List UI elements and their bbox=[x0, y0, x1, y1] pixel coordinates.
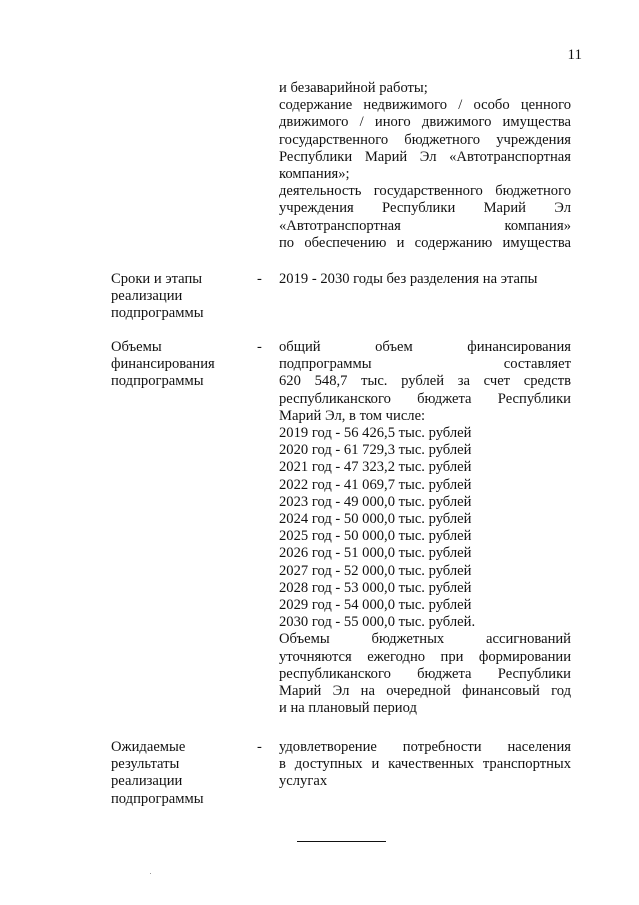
funding-year-line: 2025 год - 50 000,0 тыс. рублей bbox=[279, 528, 472, 545]
row-content-results bbox=[279, 739, 571, 791]
intro-line: по обеспечению и содержанию имущества bbox=[279, 234, 571, 251]
content-line: 2019 - 2030 годы без разделения на этапы bbox=[279, 271, 538, 287]
label-line: подпрограммы bbox=[111, 305, 204, 322]
content-line: общий объем финансирования bbox=[279, 339, 571, 355]
intro-line: движимого / иного движимого имущества bbox=[279, 114, 571, 131]
label-line: подпрограммы bbox=[111, 790, 204, 807]
label-line: результаты bbox=[111, 756, 180, 773]
label-line: подпрограммы bbox=[111, 373, 204, 390]
funding-year-line: 2022 год - 41 069,7 тыс. рублей bbox=[279, 476, 472, 493]
content-line: республиканского бюджета Республики bbox=[279, 665, 571, 682]
funding-year-line: 2030 год - 55 000,0 тыс. рублей. bbox=[279, 614, 476, 631]
funding-year-line: 2026 год - 51 000,0 тыс. рублей bbox=[279, 545, 472, 562]
scan-speck bbox=[150, 873, 151, 874]
funding-year-line: 2024 год - 50 000,0 тыс. рублей bbox=[279, 511, 472, 528]
content-line: в доступных и качественных транспортных bbox=[279, 756, 571, 773]
row-content-funding bbox=[279, 339, 571, 717]
funding-year-line: 2021 год - 47 323,2 тыс. рублей bbox=[279, 459, 472, 476]
page-number: 11 bbox=[567, 47, 582, 63]
content-line: республиканского бюджета Республики bbox=[279, 390, 571, 407]
funding-year-line: 2028 год - 53 000,0 тыс. рублей bbox=[279, 579, 472, 596]
row-label-terms bbox=[111, 271, 251, 323]
intro-line: содержание недвижимого / особо ценного bbox=[279, 97, 571, 114]
footer-divider bbox=[297, 841, 386, 842]
label-line: Сроки и этапы bbox=[111, 271, 203, 287]
label-line: Объемы bbox=[111, 339, 162, 355]
intro-text-block bbox=[279, 80, 571, 252]
funding-year-line: 2023 год - 49 000,0 тыс. рублей bbox=[279, 493, 472, 510]
label-line: финансирования bbox=[111, 356, 215, 373]
row-dash: - bbox=[257, 339, 262, 355]
content-line: уточняются ежегодно при формировании bbox=[279, 648, 571, 665]
intro-line: учреждения Республики Марий Эл bbox=[279, 200, 571, 217]
funding-year-line: 2027 год - 52 000,0 тыс. рублей bbox=[279, 562, 472, 579]
row-dash: - bbox=[257, 739, 262, 755]
content-line: Марий Эл, в том числе: bbox=[279, 407, 426, 424]
row-label-results bbox=[111, 739, 251, 808]
content-line: удовлетворение потребности населения bbox=[279, 739, 571, 755]
row-label-funding bbox=[111, 339, 251, 391]
intro-line: государственного бюджетного учреждения bbox=[279, 131, 571, 148]
row-content-terms bbox=[279, 271, 571, 288]
content-line: 620 548,7 тыс. рублей за счет средств bbox=[279, 373, 571, 390]
content-line: Марий Эл на очередной финансовый год bbox=[279, 683, 571, 700]
label-line: Ожидаемые bbox=[111, 739, 186, 755]
intro-line: Республики Марий Эл «Автотранспортная bbox=[279, 148, 571, 165]
label-line: реализации bbox=[111, 773, 183, 790]
funding-year-line: 2020 год - 61 729,3 тыс. рублей bbox=[279, 442, 472, 459]
intro-line: компания»; bbox=[279, 166, 350, 183]
intro-line: деятельность государственного бюджетного bbox=[279, 183, 571, 200]
content-line: и на плановый период bbox=[279, 700, 417, 717]
funding-year-line: 2019 год - 56 426,5 тыс. рублей bbox=[279, 425, 472, 442]
funding-year-line: 2029 год - 54 000,0 тыс. рублей bbox=[279, 597, 472, 614]
content-line: подпрограммы составляет bbox=[279, 356, 571, 373]
content-line: услугах bbox=[279, 773, 328, 790]
intro-line: и безаварийной работы; bbox=[279, 80, 428, 96]
row-dash: - bbox=[257, 271, 262, 287]
content-line: Объемы бюджетных ассигнований bbox=[279, 631, 571, 648]
label-line: реализации bbox=[111, 288, 183, 305]
intro-line: «Автотранспортная компания» bbox=[279, 217, 571, 234]
